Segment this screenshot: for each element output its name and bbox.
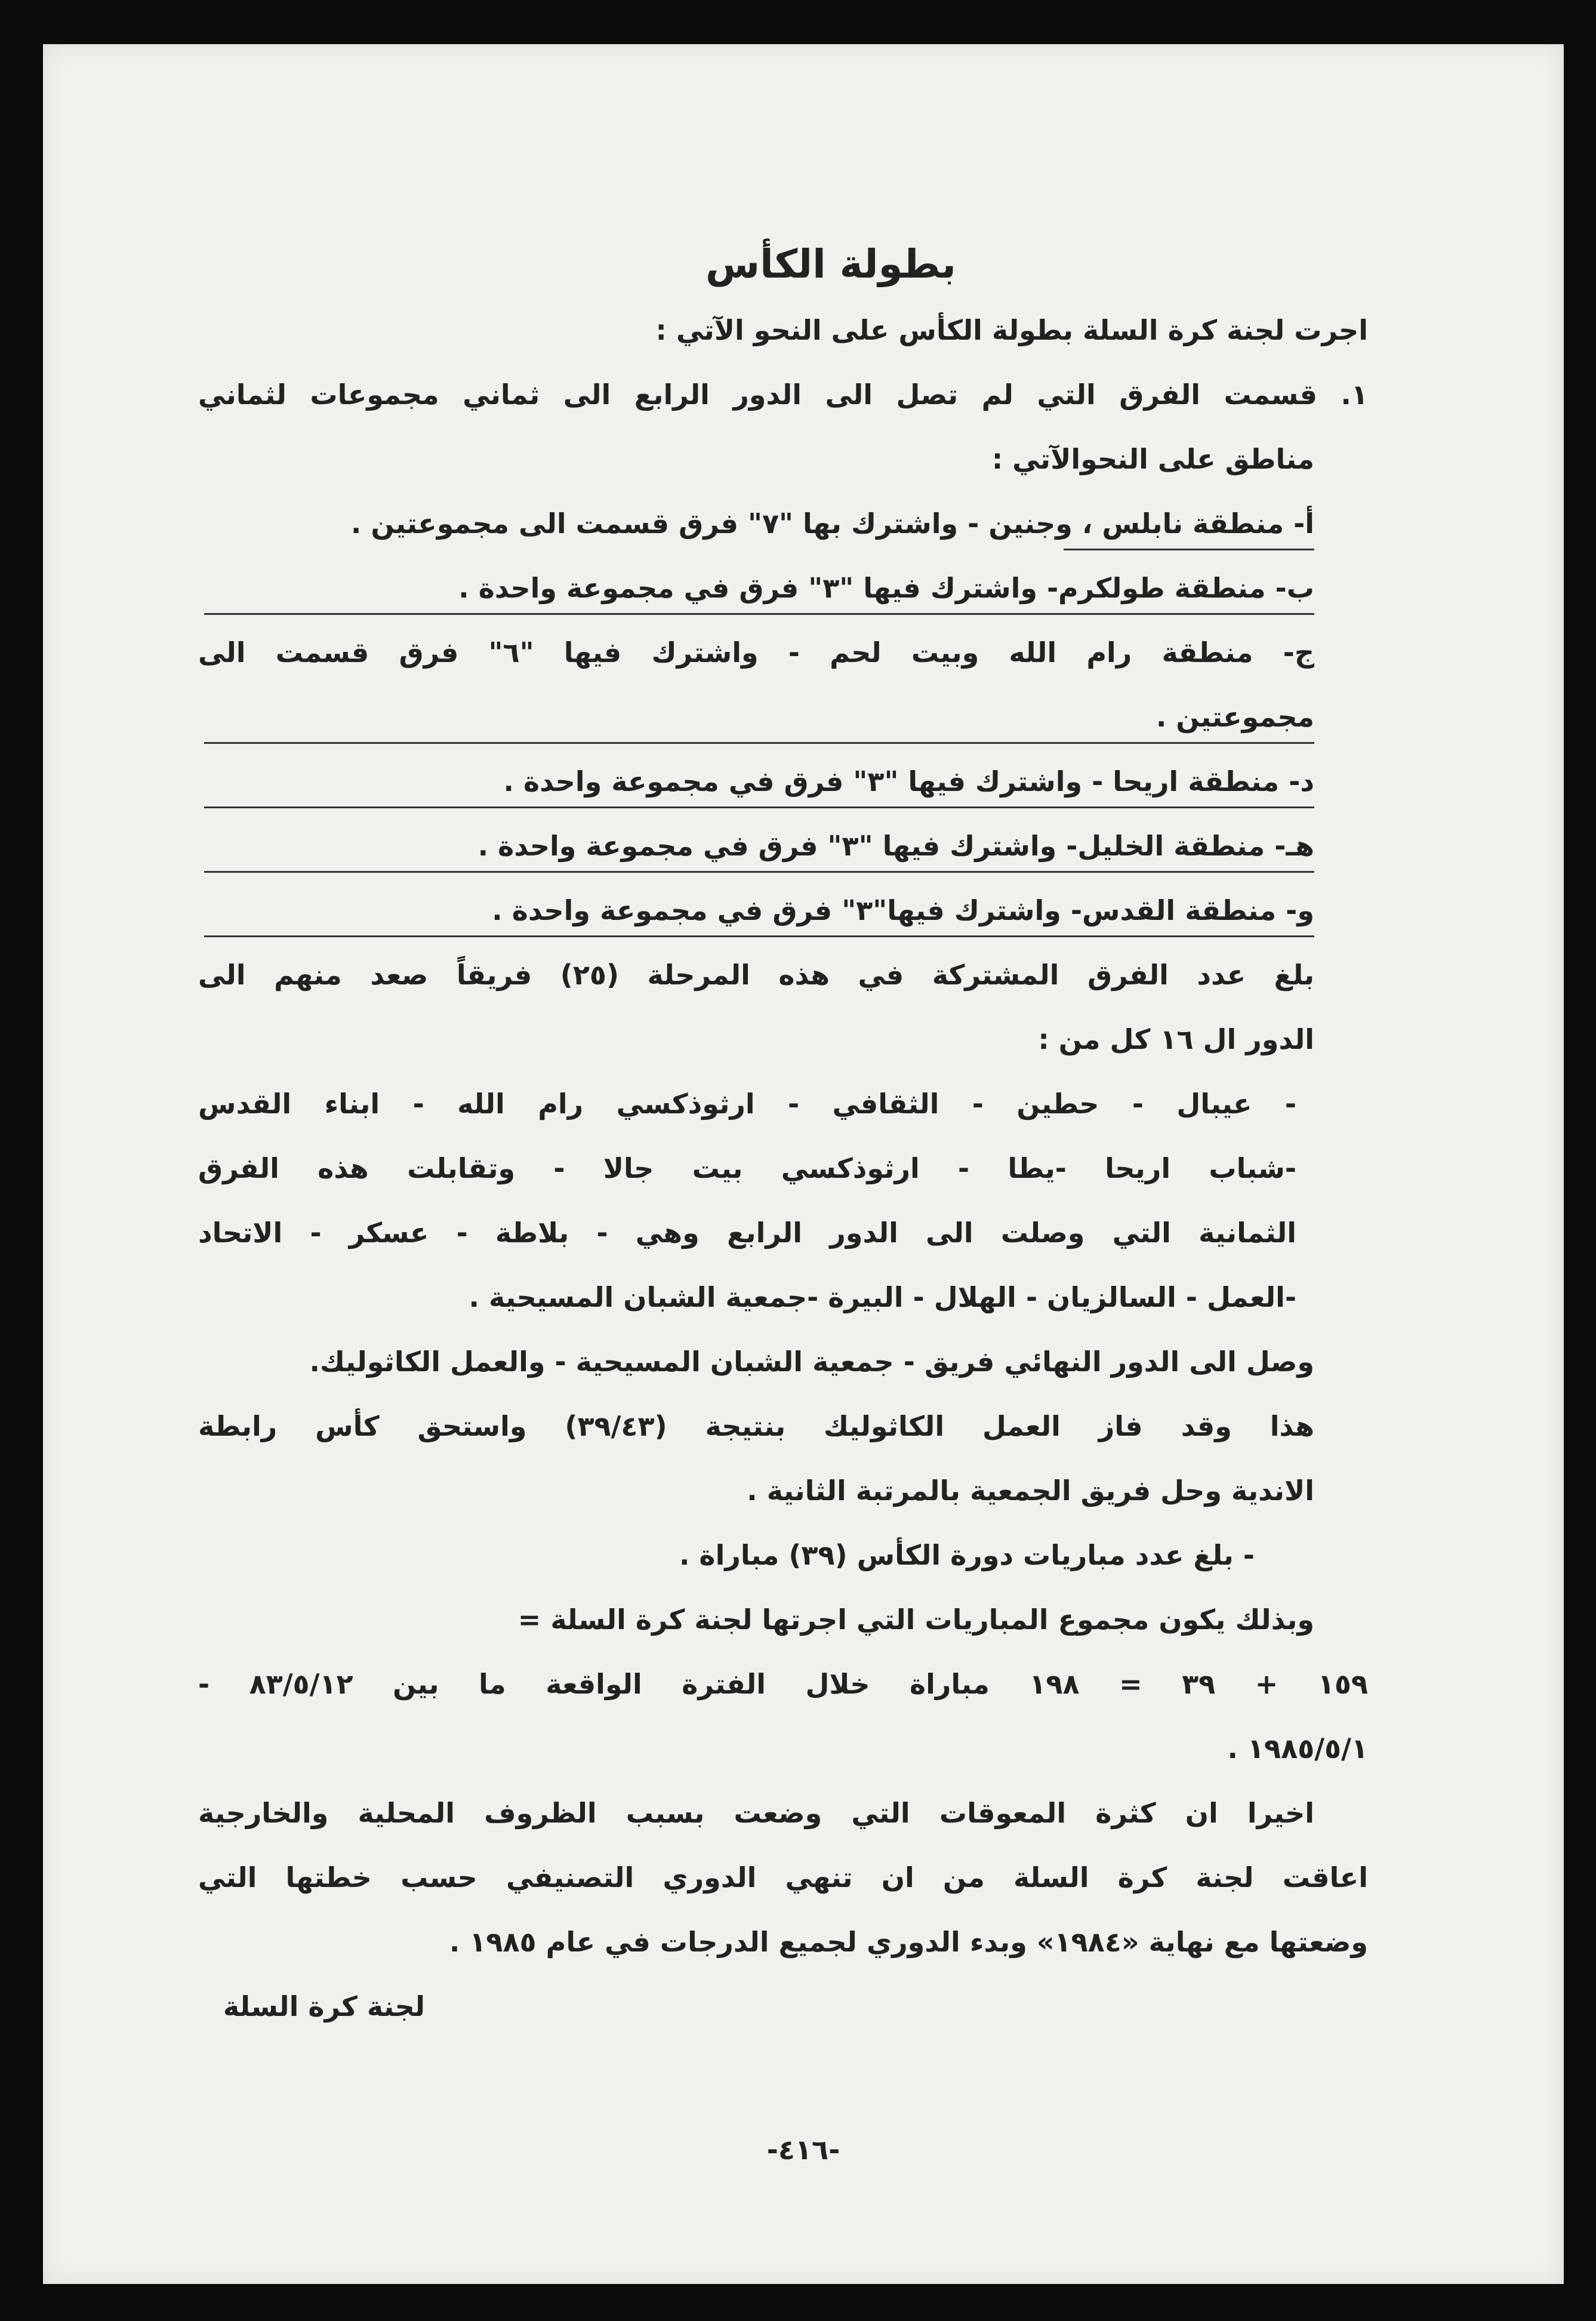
- paragraph3-line: اخيرا ان كثرة المعوقات التي وضعت بسبب الظروف المحلية والخارجية: [198, 1797, 1314, 1829]
- region-hebron: [198, 814, 1368, 878]
- paragraph1-line: بلغ عدد الفرق المشتركة في هذه المرحلة (٢٥) فريقاً صعد منهم الى: [198, 959, 1315, 991]
- underline-rule: [204, 613, 1314, 615]
- paragraph1-line: -شباب اريحا -يطا - ارثوذكسي بيت جالا - وتقابلت هذه الفرق: [198, 1152, 1296, 1184]
- paragraph2-line: وصل الى الدور النهائي فريق - جمعية الشبان المسيحية - والعمل الكاثوليك.: [309, 1346, 1314, 1378]
- region-jericho-text: د- منطقة اريحا - واشترك فيها "٣" فرق في مجموعة واحدة .: [503, 765, 1314, 798]
- region-jerusalem-text: و- منطقة القدس- واشترك فيها"٣" فرق في مجموعة واحدة .: [492, 894, 1314, 926]
- document-page: [43, 44, 1564, 2284]
- paragraph2-line: ١٩٨٥/٥/١ .: [1227, 1732, 1368, 1765]
- region-tulkarm: [198, 556, 1368, 620]
- region-nablus: [198, 491, 1368, 556]
- page-title: بطولة الكأس: [705, 241, 956, 287]
- paragraph2-line: الاندية وحل فريق الجمعية بالمرتبة الثانية .: [747, 1475, 1314, 1507]
- region-nablus-text: أ- منطقة نابلس ، وجنين - واشترك بها "٧" فرق قسمت الى مجموعتين .: [350, 507, 1314, 540]
- region-hebron-text: هـ- منطقة الخليل- واشترك فيها "٣" فرق في مجموعة واحدة .: [477, 830, 1314, 862]
- paragraph2-line: هذا وقد فاز العمل الكاثوليك بنتيجة (٣٩/٤٣) واستحق كأس رابطة: [198, 1410, 1314, 1442]
- underline-rule: [204, 806, 1314, 808]
- region-jericho: [198, 749, 1368, 814]
- signature: لجنة كرة السلة: [223, 1990, 425, 2023]
- paragraph2-line: وبذلك يكون مجموع المباريات التي اجرتها لجنة كرة السلة =: [517, 1603, 1314, 1636]
- region-jerusalem: [198, 878, 1368, 943]
- underline-rule: [204, 871, 1314, 873]
- underline-rule: [204, 935, 1314, 937]
- paragraph1-line: الثمانية التي وصلت الى الدور الرابع وهي - بلاطة - عسكر - الاتحاد: [198, 1217, 1296, 1249]
- underline-rule: [1064, 549, 1314, 550]
- item1-continuation: مناطق على النحوالآتي :: [991, 443, 1314, 475]
- region-ramallah: [198, 620, 1368, 685]
- paragraph2-line: - بلغ عدد مباريات دورة الكأس (٣٩) مباراة .: [679, 1539, 1255, 1571]
- page-text: [198, 241, 1368, 2039]
- paragraph3-line: اعاقت لجنة كرة السلة من ان تنهي الدوري التصنيفي حسب خطتها التي: [198, 1861, 1368, 1894]
- intro-line: اجرت لجنة كرة السلة بطولة الكأس على النحو الآتي :: [655, 314, 1368, 346]
- paragraph1-line: -العمل - السالزيان - الهلال - البيرة -جمعية الشبان المسيحية .: [469, 1281, 1296, 1313]
- item1-line: ١. قسمت الفرق التي لم تصل الى الدور الرابع الى ثماني مجموعات لثماني: [198, 378, 1368, 411]
- underline-rule: [204, 742, 1314, 744]
- paragraph3-line: وضعتها مع نهاية «١٩٨٤» وبدء الدوري لجميع الدرجات في عام ١٩٨٥ .: [449, 1926, 1368, 1958]
- paragraph2-line: ١٥٩ + ٣٩ = ١٩٨ مباراة خلال الفترة الواقعة ما بين ٨٣/٥/١٢ -: [198, 1668, 1368, 1700]
- region-tulkarm-text: ب- منطقة طولكرم- واشترك فيها "٣" فرق في مجموعة واحدة .: [458, 572, 1314, 604]
- page-number: -٤١٦-: [766, 2134, 840, 2166]
- region-ramallah-text: ج- منطقة رام الله وبيت لحم - واشترك فيها "٦" فرق قسمت الى: [198, 636, 1315, 669]
- paragraph1-line: - عيبال - حطين - الثقافي - ارثوذكسي رام الله - ابناء القدس: [198, 1088, 1296, 1120]
- paragraph1-line: الدور ال ١٦ كل من :: [1038, 1023, 1314, 1055]
- region-ramallah-continuation-text: مجموعتين .: [1156, 701, 1314, 733]
- region-ramallah-continuation: [198, 685, 1368, 749]
